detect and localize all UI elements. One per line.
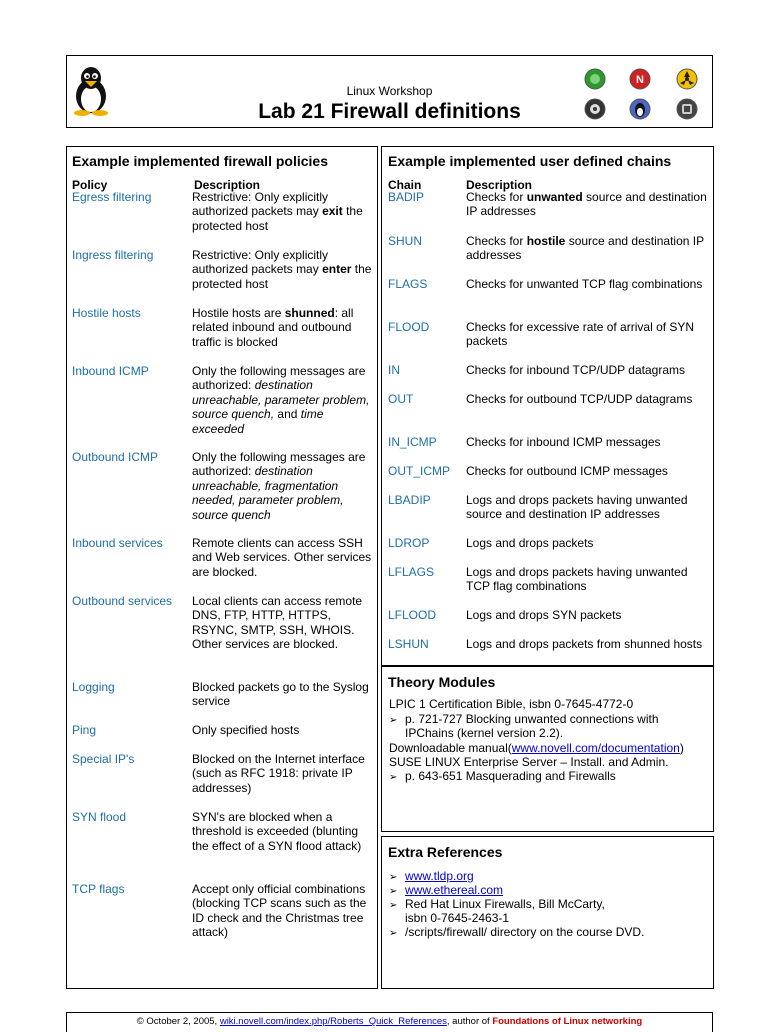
policy-row-name: Logging [72,680,115,694]
policy-row-description: Only specified hosts [192,723,300,737]
header-icons [584,68,704,120]
policy-row-description: Blocked on the Internet interface (such as RFC 1918: private IP addresses) [192,752,365,795]
policy-row-description: Accept only official combinations (blocking TCP scans such as the ID check and the Christmas tree attack) [192,882,367,940]
novell-docs-link[interactable]: www.novell.com/documentation [511,741,680,755]
header-box [66,55,713,128]
policies-panel [66,146,378,989]
ref-scripts: /scripts/firewall/ directory on the course DVD. [405,925,645,939]
workshop-label: Linux Workshop [346,84,433,98]
chain-row-description: Checks for hostile source and destination IP addresses [466,234,704,263]
radiation-icon [676,68,698,90]
chain-row-name: BADIP [388,190,425,204]
policy-row-name: Inbound ICMP [72,364,149,378]
policy-row-description: Local clients can access remote DNS, FTP, HTTP, HTTPS, RSYNC, SMTP, SSH, WHOIS. Other services are blocked. [192,594,363,652]
manual-prefix: Downloadable manual( [389,741,512,755]
theory-book: LPIC 1 Certification Bible, isbn 0-7645-4772-0 [389,697,634,711]
chain-row-name: LFLAGS [388,565,435,579]
policy-row-description: Hostile hosts are shunned: all related inbound and outbound traffic is blocked [192,306,354,349]
chain-row-name: IN [388,363,400,377]
policy-row-name: TCP flags [72,882,125,896]
theory-bullet-2: p. 643-651 Masquerading and Firewalls [405,769,616,783]
chain-row-name: FLOOD [388,320,430,334]
chain-row-name: LBADIP [388,493,431,507]
extra-references-panel [381,836,714,989]
col-chain-description-header: Description [466,178,533,192]
policy-row-name: Outbound services [72,594,173,608]
chains-heading: Example implemented user defined chains [388,153,672,169]
tux-head-icon [629,98,651,120]
chain-row-name: LDROP [388,536,430,550]
ethereal-link[interactable]: www.ethereal.com [405,883,504,897]
theory-suse: SUSE LINUX Enterprise Server – Install. and Admin. [389,755,669,769]
bullet-arrow-icon: ➢ [389,715,398,726]
chain-row-description: Checks for outbound TCP/UDP datagrams [466,392,693,406]
suse-icon [584,68,606,90]
bullet-arrow-icon: ➢ [389,886,398,897]
policy-row-name: Special IP's [72,752,135,766]
policies-heading: Example implemented firewall policies [72,153,328,169]
chain-row-name: OUT_ICMP [388,464,451,478]
col-description-header: Description [194,178,261,192]
footer-date: © October 2, 2005, [136,1016,220,1027]
chain-row-description: Logs and drops packets from shunned hosts [466,637,703,651]
bullet-arrow-icon: ➢ [389,872,398,883]
policy-row-name: Outbound ICMP [72,450,159,464]
col-chain-header: Chain [388,178,422,192]
theory-heading: Theory Modules [388,674,496,690]
policy-row-description: SYN's are blocked when a threshold is exceeded (blunting the effect of a SYN flood attack) [192,810,362,853]
chain-row-name: OUT [388,392,414,406]
bullet-arrow-icon: ➢ [389,900,398,911]
chain-row-description: Checks for excessive rate of arrival of SYN packets [466,320,695,349]
theory-panel [381,666,714,832]
chain-row-description: Checks for unwanted source and destination IP addresses [466,190,707,219]
chain-row-name: IN_ICMP [388,435,437,449]
theory-bullet-1b: IPChains (kernel version 2.2). [405,726,564,740]
ref-redhat: Red Hat Linux Firewalls, Bill McCarty, [405,897,605,911]
policy-row-description: Remote clients can access SSH and Web services. Other services are blocked. [192,536,372,579]
policy-row-name: SYN flood [72,810,127,824]
footer [66,1012,713,1032]
ref-redhat-isbn: isbn 0-7645-2463-1 [405,911,510,925]
chain-row-description: Logs and drops packets having unwanted source and destination IP addresses [466,493,688,522]
tldp-link[interactable]: www.tldp.org [405,869,474,883]
chain-row-description: Logs and drops SYN packets [466,608,622,622]
chain-row-description: Checks for inbound ICMP messages [466,435,661,449]
policy-row-name: Egress filtering [72,190,152,204]
chain-row-name: SHUN [388,234,423,248]
disc-icon [584,98,606,120]
novell-icon [629,68,651,90]
chain-row-description: Logs and drops packets [466,536,594,550]
footer-wiki-link[interactable]: wiki.novell.com/index.php/Roberts_Quick_References [219,1016,447,1027]
policy-row-name: Inbound services [72,536,163,550]
extra-heading: Extra References [388,844,503,860]
col-policy-header: Policy [72,178,108,192]
policy-row-description: Only the following messages are authorized: destination unreachable, parameter problem, source quench, and time exceeded [192,364,370,436]
policy-row-name: Ingress filtering [72,248,154,262]
chain-row-description: Checks for outbound ICMP messages [466,464,668,478]
drive-icon [676,98,698,120]
chain-row-name: LSHUN [388,637,429,651]
policy-row-description: Blocked packets go to the Syslog service [192,680,369,709]
chain-row-name: FLAGS [388,277,428,291]
policy-row-description: Only the following messages are authorized: destination unreachable, fragmentation needed, parameter problem, source quench [192,450,366,522]
chain-row-description: Checks for unwanted TCP flag combinations [466,277,703,291]
policy-row-name: Ping [72,723,97,737]
policy-row-description: Restrictive: Only explicitly authorized packets may exit the protected host [192,190,363,233]
footer-author: , author of [446,1016,493,1027]
svg-text:N: N [636,74,644,86]
bullet-arrow-icon: ➢ [389,772,398,783]
policy-row-name: Hostile hosts [72,306,141,320]
theory-bullet-1: p. 721-727 Blocking unwanted connections with [405,712,659,726]
chain-row-description: Logs and drops packets having unwanted TCP flag combinations [466,565,688,594]
policy-row-description: Restrictive: Only explicitly authorized packets may enter the protected host [192,248,372,291]
chain-row-name: LFLOOD [388,608,437,622]
bullet-arrow-icon: ➢ [389,928,398,939]
page-title: Lab 21 Firewall definitions [258,100,521,123]
manual-suffix: ) [679,741,684,755]
chain-row-description: Checks for inbound TCP/UDP datagrams [466,363,685,377]
chains-panel [381,146,714,666]
footer-book: Foundations of Linux networking [492,1016,643,1027]
